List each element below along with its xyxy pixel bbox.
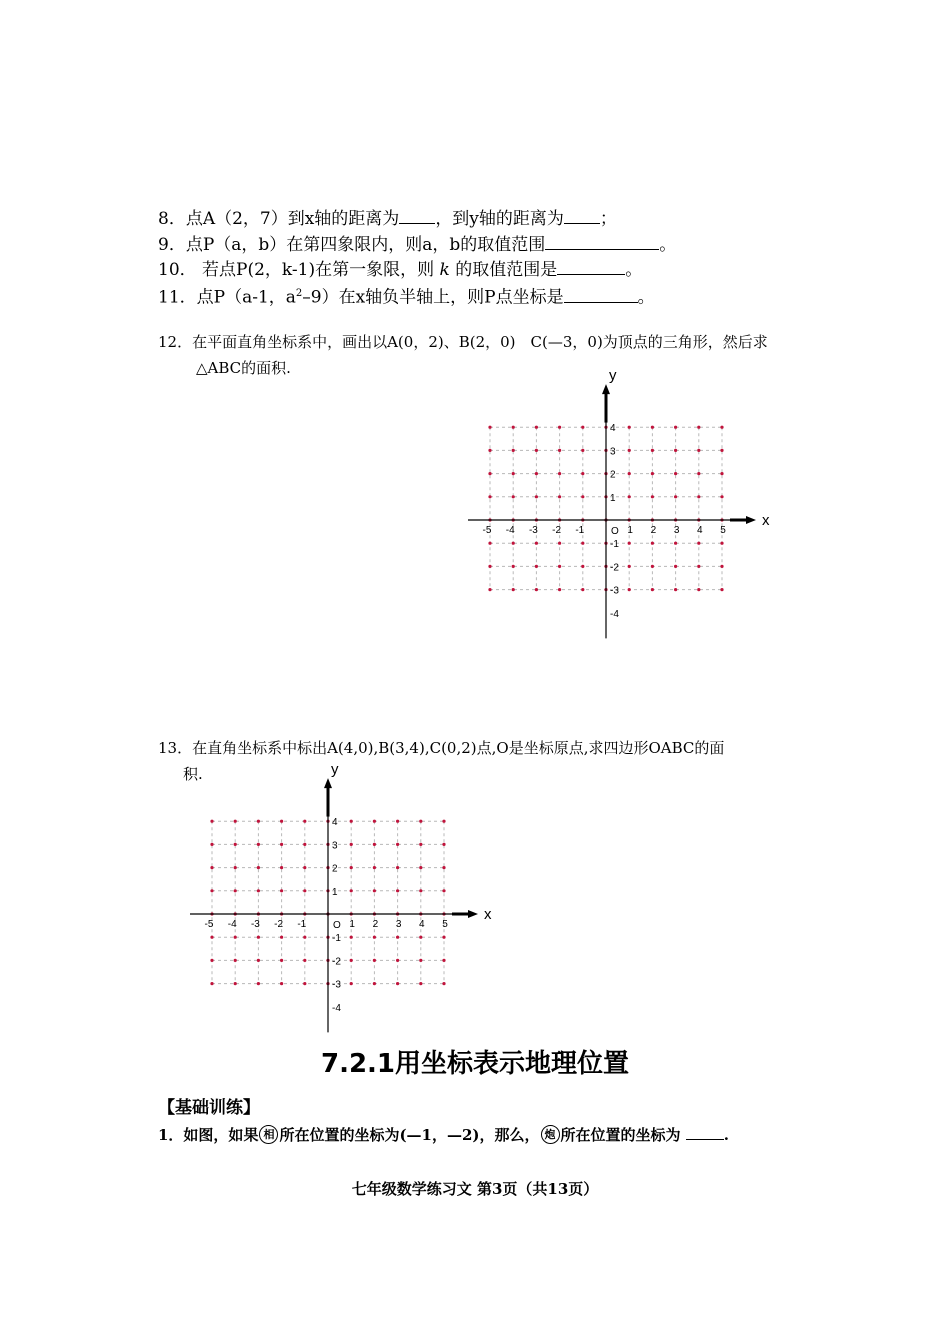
y-tick-label: -3 [332,979,341,991]
y-tick-label: -1 [610,539,619,551]
grid-point [280,982,283,985]
y-axis-label: y [331,761,339,779]
labels [483,367,770,620]
grid-point [419,843,422,846]
x-tick-label: -1 [575,525,585,536]
grid-point [488,426,491,429]
grid-point [720,565,723,568]
grid-point [651,426,654,429]
grid-point [419,820,422,823]
q10-text-a: 10． 若点P(2，k-1)在第一象限，则 [158,260,435,280]
grid-point [234,843,237,846]
grid-point [257,820,260,823]
x-tick-label: -2 [552,525,562,536]
grid-point [535,542,538,545]
grid-point [581,588,584,591]
grid-point [535,426,538,429]
coordinate-grid-1[interactable] [460,367,770,632]
x-tick-label: -5 [482,525,492,536]
grid-point [442,866,445,869]
grid-point [697,426,700,429]
practice-q1-blank[interactable] [686,1123,724,1140]
grid-point [350,959,353,962]
q9-blank[interactable] [545,233,659,250]
grid-point [373,889,376,892]
grid-point [697,472,700,475]
grid-point [674,565,677,568]
practice-q1-text-c: 所在位置的坐标为 [560,1126,681,1144]
grid-point [350,936,353,939]
grid-point [396,843,399,846]
origin-label: O [611,526,619,537]
x-tick-label: 2 [650,525,657,536]
grid-point [303,866,306,869]
y-tick-label: 3 [332,840,338,852]
y-tick-label: 4 [332,817,338,829]
origin-label: O [333,920,341,931]
grid-point [257,982,260,985]
x-tick-label: -3 [250,919,260,930]
practice-heading: 【基础训练】 [158,1098,260,1118]
x-tick-label: -5 [204,919,214,930]
grid-point [234,889,237,892]
practice-question-1 [158,1123,729,1146]
grid-point [234,959,237,962]
grid-point [512,588,515,591]
x-tick-label: -4 [505,525,515,536]
grid-point [350,982,353,985]
grid-point [442,889,445,892]
grid-point [535,449,538,452]
grid-point [350,820,353,823]
grid-point [581,542,584,545]
grid-point [210,982,213,985]
x-tick-label: -2 [274,919,284,930]
grid-point [257,936,260,939]
grid-point [697,449,700,452]
q10-variable-k: k [439,260,450,280]
grid-point [535,495,538,498]
grid-point [373,982,376,985]
q8-text-b: ，到y轴的距离为 [435,209,564,229]
grid-point [396,866,399,869]
grid-point [234,936,237,939]
grid-point [303,936,306,939]
chess-piece-xiang-icon: 相 [259,1125,278,1144]
grid-point [720,542,723,545]
grid-point [210,959,213,962]
question-13-line-1: 13．在直角坐标系中标出A(4,0),B(3,4),C(0,2)点,O是坐标原点,求四边形OABC的面 [158,739,725,757]
grid-point [373,936,376,939]
grid-point [488,495,491,498]
x-tick-label: 5 [720,525,726,536]
grid-point [651,472,654,475]
question-12-line-2: △ABC的面积. [196,359,291,377]
grid-point [558,495,561,498]
question-10 [158,258,642,281]
grid-point [674,542,677,545]
grid-point [257,889,260,892]
grid-point [280,820,283,823]
grid-point [651,588,654,591]
q9-text-a: 9．点P（a，b）在第四象限内，则a，b的取值范围 [158,235,546,255]
section-title: 7.2.1用坐标表示地理位置 [320,1049,630,1079]
grid-point [396,982,399,985]
question-12-line-1: 12．在平面直角坐标系中，画出以A(0，2)、B(2，0) C(—3，0)为顶点的三角形，然后求 [158,333,768,351]
grid-point [512,449,515,452]
grid-point [442,982,445,985]
y-tick-label: 3 [610,446,616,458]
grid-point [488,449,491,452]
q8-blank-1[interactable] [399,207,435,224]
grid-point [558,588,561,591]
y-tick-label: -2 [332,956,341,968]
grid-point [512,495,515,498]
q11-text-a: 11．点P（a-1，a [158,287,296,308]
grid-point [280,843,283,846]
y-tick-label: 4 [610,423,616,435]
grid-point [674,495,677,498]
coordinate-grid-2[interactable] [182,761,492,1026]
x-tick-label: 1 [349,919,355,930]
grid-point [651,542,654,545]
grid-point [651,495,654,498]
x-tick-label: 3 [673,525,680,536]
practice-q1-text-d: . [723,1126,730,1144]
grid-point [419,889,422,892]
y-tick-label: 2 [610,469,616,481]
grid-point [674,426,677,429]
grid-point [350,866,353,869]
grid-point [280,866,283,869]
grid-point [512,472,515,475]
q8-blank-2[interactable] [564,207,600,224]
grid-point [720,426,723,429]
grid-point [442,959,445,962]
grid-point [628,449,631,452]
grid-point [720,449,723,452]
y-tick-label: 1 [610,492,616,504]
practice-q1-text-b: 所在位置的坐标为(—1，—2)，那么， [279,1126,540,1144]
grid-point [697,495,700,498]
grid-point [628,495,631,498]
grid-point [697,565,700,568]
grid-point [396,959,399,962]
grid-point [373,843,376,846]
q11-text-c: 。 [637,287,655,308]
question-13-line-2: 积. [183,765,203,783]
grid-point [558,426,561,429]
q10-text-c: 。 [625,260,643,280]
q11-blank[interactable] [564,286,638,303]
grid-point [350,843,353,846]
grid-point [257,843,260,846]
grid-point [303,820,306,823]
y-tick-label: -4 [610,608,619,620]
grid-point [257,959,260,962]
grid-point [558,565,561,568]
x-tick-label: -3 [528,525,538,536]
grid-point [512,542,515,545]
grid-point [697,542,700,545]
grid-point [396,820,399,823]
y-axis-arrow-icon [602,384,610,394]
grid-point [628,426,631,429]
grid-point [628,588,631,591]
grid-point [651,565,654,568]
grid-point [581,449,584,452]
grid-point [628,565,631,568]
q11-superscript: 2 [295,288,303,299]
grid-point [210,843,213,846]
grid-point [697,588,700,591]
grid-point [488,472,491,475]
grid-point [535,565,538,568]
grid-point [558,472,561,475]
grid-point [234,866,237,869]
grid-point [558,449,561,452]
grid-point [210,820,213,823]
x-tick-label: 2 [372,919,379,930]
grid-point [512,565,515,568]
grid-point [257,866,260,869]
page-footer: 七年级数学练习文 第3页（共13页） [351,1180,599,1198]
grid-point [280,959,283,962]
grid-point [442,820,445,823]
x-tick-label: 3 [395,919,402,930]
grid-point [674,472,677,475]
y-tick-label: -2 [610,562,619,574]
question-9 [158,233,676,256]
grid-point [210,866,213,869]
grid-point [535,588,538,591]
y-axis-arrow-icon [324,778,332,788]
y-axis-label: y [609,367,617,385]
grid-point [488,565,491,568]
x-axis-label: x [762,512,770,529]
grid-point [303,959,306,962]
y-tick-label: -3 [610,585,619,597]
grid-point [720,588,723,591]
grid-point [651,449,654,452]
grid-point [419,936,422,939]
x-axis-label: x [484,906,492,923]
grid-point [488,588,491,591]
grid-point [373,820,376,823]
x-axis-arrow-icon [468,910,478,918]
grid-point [234,820,237,823]
grid-point [303,889,306,892]
q8-text-c: ； [599,209,617,229]
grid-point [512,426,515,429]
y-tick-label: -1 [332,933,341,945]
chess-piece-pao-icon: 炮 [541,1125,560,1144]
grid-point [396,889,399,892]
grid-point [396,936,399,939]
question-11 [158,283,655,309]
q10-blank[interactable] [557,258,625,275]
grid-point [350,889,353,892]
x-tick-label: -4 [227,919,237,930]
grid-point [581,565,584,568]
y-tick-label: -4 [332,1002,341,1014]
grid-point [303,843,306,846]
q9-text-b: 。 [659,235,677,255]
grid-point [442,936,445,939]
y-tick-label: 2 [332,863,338,875]
grid-point [280,889,283,892]
x-tick-label: 4 [419,919,425,930]
q8-text-a: 8．点A（2，7）到x轴的距离为 [158,209,400,229]
grid-point [628,472,631,475]
practice-q1-text-a: 1．如图，如果 [158,1126,259,1144]
grid-point [558,542,561,545]
grid-point [674,449,677,452]
grid-point [488,542,491,545]
grid-point [674,588,677,591]
y-tick-label: 1 [332,886,338,898]
grid-point [581,495,584,498]
grid-point [210,936,213,939]
grid-point [234,982,237,985]
grid-point [442,843,445,846]
q11-text-b: –9）在x轴负半轴上，则P点坐标是 [302,287,564,308]
grid-point [419,959,422,962]
grid-point [628,542,631,545]
grid-point [535,472,538,475]
grid-point [210,889,213,892]
x-tick-label: 4 [697,525,703,536]
labels [205,761,492,1014]
x-tick-label: 5 [442,919,448,930]
grid-point [373,959,376,962]
grid-point [419,982,422,985]
grid-point [581,472,584,475]
grid-point [419,866,422,869]
grid-point [373,866,376,869]
grid-point [720,495,723,498]
grid-point [303,982,306,985]
x-axis-arrow-icon [746,516,756,524]
grid-point [280,936,283,939]
x-tick-label: 1 [627,525,633,536]
question-8 [158,207,617,230]
grid-point [720,472,723,475]
q10-text-b: 的取值范围是 [455,260,558,280]
grid-point [581,426,584,429]
x-tick-label: -1 [297,919,307,930]
